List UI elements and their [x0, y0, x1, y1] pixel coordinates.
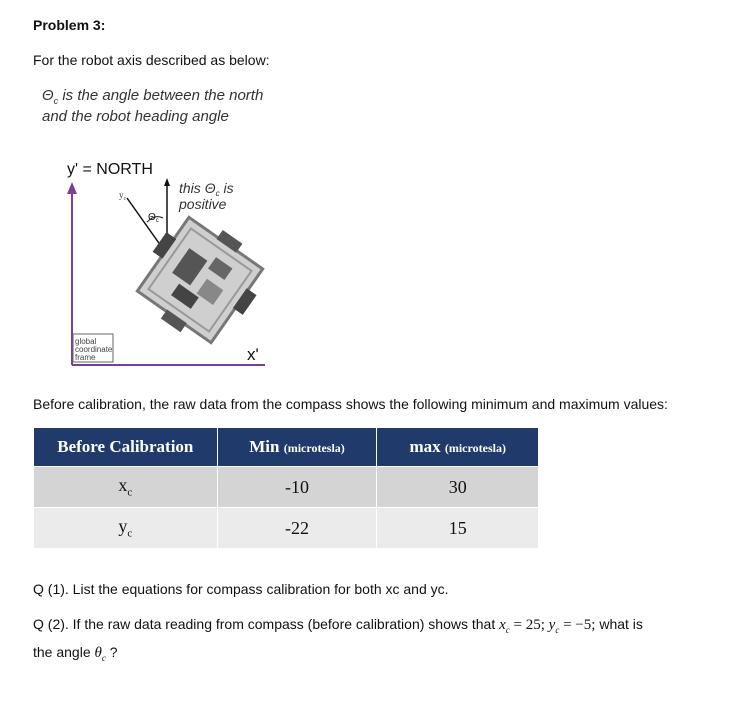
row-max: 15 [377, 508, 539, 549]
header-max [377, 428, 539, 467]
y-axis-label: y' = NORTH [67, 161, 153, 178]
header-min-unit: (microtesla) [283, 441, 345, 455]
q2-text-end: ? [105, 644, 118, 660]
theta-note-line1 [42, 88, 263, 109]
q2-theta: $\theta_c$ [94, 645, 106, 663]
problem-intro: For the robot axis described as below: [33, 52, 270, 68]
table-row [34, 467, 539, 508]
note-line1-rest: is the angle between the north [58, 87, 264, 104]
q2-yc-value: = −5; [559, 617, 596, 633]
header-min [217, 428, 377, 467]
q2-text-a: Q (2). If the raw data reading from compass (before calibration) shows that [33, 616, 500, 632]
theta-arc-label: $\Theta_c$ [148, 212, 159, 224]
q2-text-c: the angle [33, 644, 95, 660]
north-reference-arrow [164, 178, 170, 186]
row-max: 30 [377, 467, 539, 508]
header-max-unit: (microtesla) [444, 441, 506, 455]
y-axis-arrow [67, 182, 77, 194]
robot-axis-diagram [55, 150, 295, 380]
q2-text-b: what is [595, 616, 643, 632]
calibration-table [33, 427, 539, 549]
frame-label-2: coordinate [75, 345, 113, 354]
question-2 [33, 613, 733, 669]
frame-label-3: frame [75, 353, 96, 362]
positive-note-line2: positive [179, 196, 227, 212]
q2-yc: $y_c$ [548, 617, 560, 635]
q2-xc-value: = 25; [509, 617, 549, 633]
yc-label: $y_c$ [119, 190, 127, 202]
header-min-main: Min [249, 437, 280, 456]
theta-note-line2: and the robot heading angle [42, 108, 229, 125]
x-axis-label: x' [247, 345, 259, 364]
theta-symbol: Θ [42, 87, 54, 104]
calibration-description: Before calibration, the raw data from the compass shows the following minimum and maximum values: [33, 396, 668, 412]
row-variable: $y_c$ [34, 508, 218, 549]
table-header-row [34, 428, 539, 467]
row-min: -22 [217, 508, 377, 549]
q2-xc: $x_c$ [499, 617, 510, 635]
problem-title: Problem 3: [33, 17, 106, 33]
positive-note-line1: this $\Theta_c$ is [179, 180, 234, 198]
frame-label-1: global [75, 337, 97, 346]
theta-definition [42, 88, 263, 125]
row-variable: $x_c$ [34, 467, 218, 508]
table-row [34, 508, 539, 549]
header-before-calibration: Before Calibration [34, 428, 218, 467]
header-max-main: max [409, 437, 441, 456]
theta-sub: c [53, 96, 59, 106]
row-min: -10 [217, 467, 377, 508]
question-1: Q (1). List the equations for compass calibration for both xc and yc. [33, 581, 449, 597]
